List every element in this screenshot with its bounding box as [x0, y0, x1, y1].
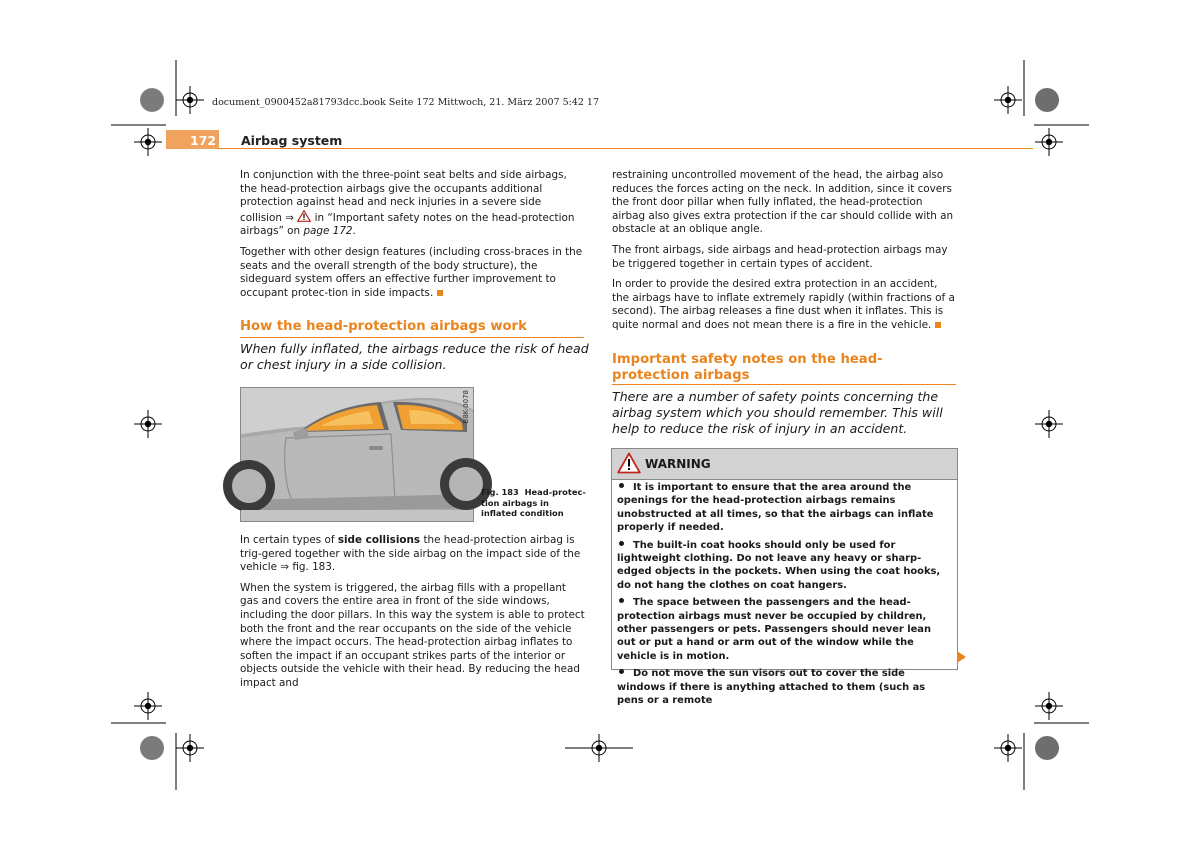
fine-dust-paragraph: In order to provide the desired extra protection in an accident, the airbags have to inflate extremely rapidly (within fractions of a second). The airbag releases a fine dust when it inflates. This is quite normal and does not mean there is a fire in the vehicle. [612, 278, 955, 331]
figure-inflated-airbags [240, 387, 474, 522]
end-of-section-icon [437, 290, 443, 296]
warning-triangle-icon [617, 452, 641, 474]
lead-safety-notes: There are a number of safety points concerning the airbag system which you should remember. This will help to reduce the risk of injury in an accident. [612, 389, 943, 436]
color-target-icon [1035, 88, 1059, 112]
triggering-paragraph: When the system is triggered, the airbag fills with a propellant gas and covers the entire area in front of the side windows, including the door pillars. In this way the system is able to protect both the front and the rear occupants on the side of the vehicle where the impact occurs. The head-protection airbag inflates to soften the impact if an occupant strikes parts of the interior or objects outside the vehicle with their head. By reducing the head impact and [240, 581, 585, 689]
safety-notes-rule [612, 384, 956, 385]
bullet-icon [619, 598, 624, 603]
neck-forces-paragraph: restraining uncontrolled movement of the head, the airbag also reduces the forces acting on the neck. In addition, since it covers the front door pillar when fully inflated, the head-protection airbag also gives extra protection if the car should collide with an obstacle at an oblique angle. [612, 169, 954, 236]
heading-how-airbags-work: How the head-protection airbags work [240, 319, 584, 338]
heading-safety-notes: Important safety notes on the head-protection airbags [612, 352, 883, 383]
right-column-top [612, 169, 957, 340]
warning-body [612, 480, 957, 708]
warning-triangle-icon [297, 210, 311, 222]
bullet-icon [619, 483, 624, 488]
warning-title: WARNING [645, 457, 711, 471]
end-of-section-icon [935, 322, 941, 328]
warning-box [611, 448, 958, 707]
sideguard-paragraph: Together with other design features (including cross-braces in the seats and the overall strength of the body structure), the sideguard system offers an effective further improvement to occupant protec-tion in side impacts. [240, 245, 583, 299]
print-header: document_0900452a81793dcc.book Seite 172 Mittwoch, 21. März 2007 5:42 17 [212, 97, 600, 108]
registration-mark-icon [134, 692, 162, 720]
registration-mark-icon [134, 128, 162, 156]
registration-mark-icon [994, 86, 1022, 114]
continue-arrow-icon[interactable] [957, 651, 966, 663]
warning-item: It is important to ensure that the area around the openings for the head-protection airbags remains unobstructed at all times, so that the airbags can inflate properly if needed. [617, 482, 934, 534]
registration-mark-icon [176, 734, 204, 762]
registration-mark-icon [1035, 128, 1063, 156]
lead-how-airbags-work: When fully inflated, the airbags reduce the risk of head or chest injury in a side collision. [240, 341, 589, 372]
figure-id: B8K-0078 [462, 390, 470, 424]
section-title: Airbag system [241, 133, 343, 148]
left-column-bottom [240, 534, 585, 698]
bullet-icon [619, 669, 624, 674]
registration-mark-icon [1035, 692, 1063, 720]
left-column-top [240, 169, 585, 307]
page-number: 172 [190, 133, 217, 148]
bullet-icon [619, 541, 624, 546]
header-rule [218, 148, 1033, 149]
warning-item: The space between the passengers and the head-protection airbags must never be occupied by children, other passengers or pets. Passengers should never lean out or put a hand or arm out of the window while the vehicle is in motion. [617, 597, 931, 662]
color-target-icon [140, 736, 164, 760]
registration-mark-icon [134, 410, 162, 438]
intro-paragraph: In conjunction with the three-point seat belts and side airbags, the head-protection airbags give the occupants additional protection against head and neck injuries in a severe side collision ⇒ in “Important safety notes on the head-protection airbags” on page 172. [240, 169, 575, 238]
warning-item: Do not move the sun visors out to cover the side windows if there is anything attached to them (such as pens or a remote [617, 668, 926, 707]
side-collision-paragraph: In certain types of side collisions the head-protection airbag is trig-gered together with the side airbag on the impact side of the vehicle ⇒ fig. 183. [240, 534, 581, 574]
car-illustration [241, 388, 473, 521]
page-reference-link[interactable]: page 172 [303, 225, 353, 238]
color-target-icon [1035, 736, 1059, 760]
figure-caption: Fig. 183 Head-protec-tion airbags in inflated condition [481, 487, 586, 519]
warning-item: The built-in coat hooks should only be used for lightweight clothing. Do not leave any heavy or sharp-edged objects in the pockets. When using the coat hooks, do not hang the clothes on coat hangers. [617, 539, 941, 591]
triggered-together-paragraph: The front airbags, side airbags and head-protection airbags may be triggered together in certain types of accident. [612, 243, 948, 270]
registration-mark-icon [994, 734, 1022, 762]
warning-header [612, 449, 957, 480]
registration-mark-icon [1035, 410, 1063, 438]
registration-mark-icon [176, 86, 204, 114]
